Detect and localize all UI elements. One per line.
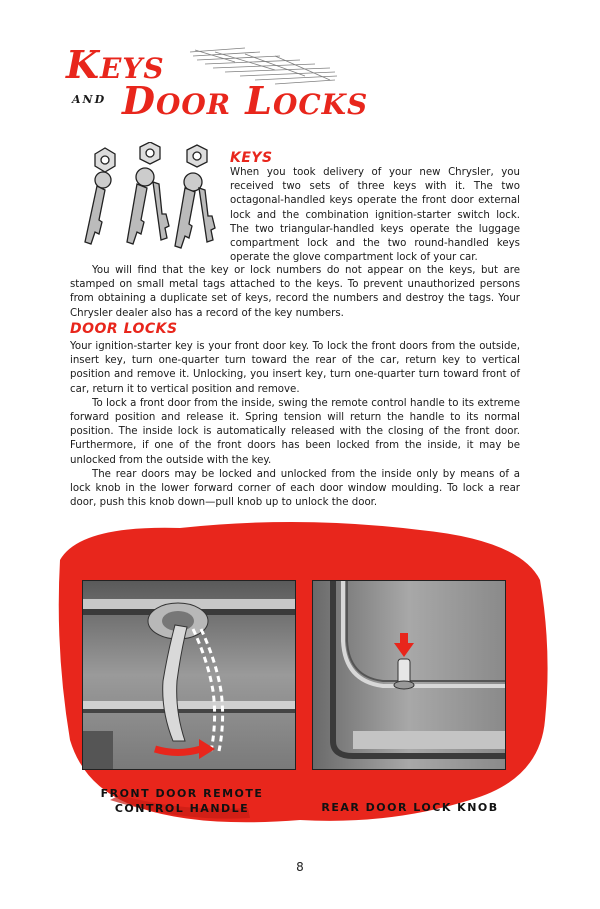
title-door-locks: DOOR LOCKS xyxy=(122,78,369,123)
keys-illustration xyxy=(75,142,225,262)
door-locks-paragraph-1: Your ignition-starter key is your front door key. To lock the front doors from the outside, insert key, turn one-quarter turn toward the rear of the car, return key to vertical position and remove it. Unlocking, you insert key, turn one-quarter turn toward front of car, return it to vertical position and remove. xyxy=(70,341,520,395)
page-number: 8 xyxy=(296,860,304,874)
front-door-handle-photo xyxy=(82,580,296,770)
front-door-handle-illustration xyxy=(83,581,295,769)
door-locks-heading: DOOR LOCKS xyxy=(70,321,178,337)
keys-paragraph-2: You will find that the key or lock numbers do not appear on the keys, but are stamped on small metal tags attached to the keys. To prevent unauthorized persons from obtaining a duplicate set of keys, record the numbers and destroy the tags. Your Chrysler dealer also has a record of the key numbers. xyxy=(70,265,520,319)
door-locks-paragraph-2: To lock a front door from the inside, swing the remote control handle to its extreme forward position and release it. Spring tension will return the handle to its normal position. The inside lock is automatically released with the closing of the front door. Furthermore, if one of the front doors has been locked from the inside, it may be unlocked from the outside with the key. xyxy=(70,397,520,466)
rear-door-knob-photo xyxy=(312,580,506,770)
door-locks-paragraph-3: The rear doors may be locked and unlocked from the inside only by means of a lock knob in the lower forward corner of each door window moulding. To lock a rear door, push this knob down—pull knob up to unlock the door. xyxy=(70,468,520,509)
title-and: AND xyxy=(72,93,107,106)
rear-door-caption: REAR DOOR LOCK KNOB xyxy=(321,801,499,814)
keys-heading: KEYS xyxy=(230,150,273,166)
door-locks-body xyxy=(70,340,520,510)
rear-door-knob-illustration xyxy=(313,581,505,769)
title-keys: KEYS xyxy=(66,42,165,87)
keys-paragraph-1: When you took delivery of your new Chrysler, you received two sets of three keys with it. The two octagonal-handled keys operate the front door external lock and the combination ignition-starter switch lock. The two triangular-handled keys operate the luggage compartment lock and the two round-handled keys operate the glove compartment lock of your car. xyxy=(230,167,520,264)
front-door-caption: FRONT DOOR REMOTE CONTROL HANDLE xyxy=(100,787,264,815)
